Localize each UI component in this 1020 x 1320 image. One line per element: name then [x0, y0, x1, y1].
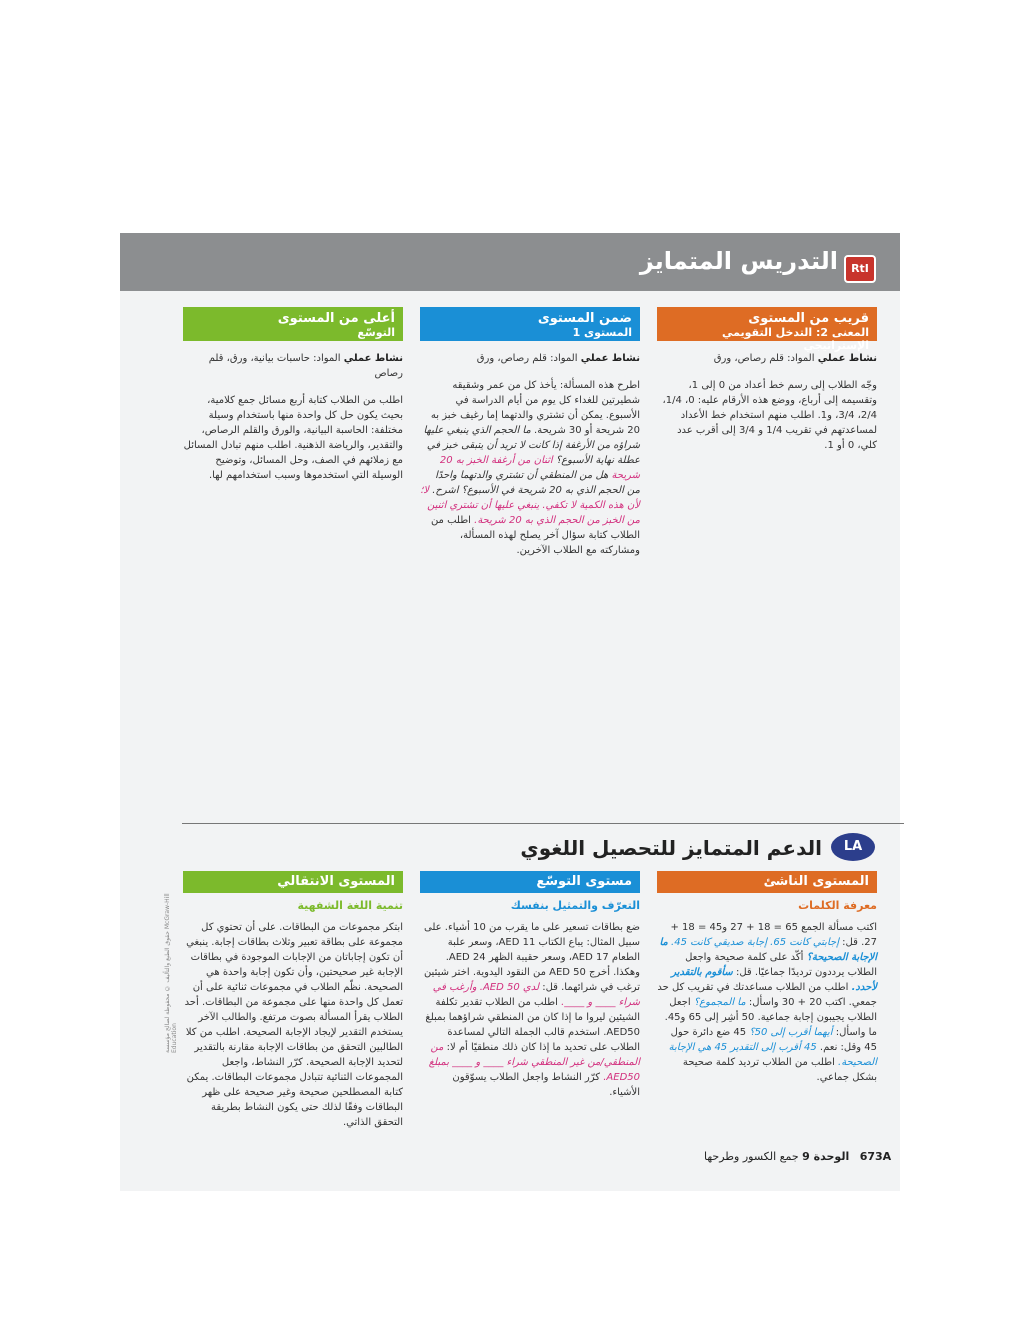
developing-quote-2: من المنطقي/من غير المنطقي شراء ____ و ____ بمبلغ AED50. [428, 1042, 640, 1083]
emerging-text-7: واسأل: [832, 1027, 866, 1038]
la-emerging-column [657, 871, 877, 1085]
emerging-title: المستوى الناشئ [763, 874, 869, 889]
emerging-text-9: اطلب من الطلاب ترديد كلمة صحيحة بشكل جماعي. [682, 1057, 877, 1083]
rti-beyond-column [183, 307, 403, 495]
beyond-header [183, 307, 403, 341]
emerging-subtitle: معرفة الكلمات [798, 899, 877, 912]
emerging-text-6: اجعل الطلاب يجيبون إجابة جماعية. 50 أشِر إلى 65 و45. ما [664, 997, 877, 1038]
developing-text-3: كرّر النشاط واجعل الطلاب يسوّقون الأشياء. [452, 1072, 640, 1098]
emerging-text-1: اكتب مسألة الجمع 65 = 18 + 27 و45 = 18 + 27. [670, 922, 877, 948]
developing-quote-1: لدي AED 50. وأرغب في شراء ____ و ____. [432, 982, 640, 1008]
beyond-activity-label: نشاط عملي [343, 353, 403, 364]
footer-unit: الوحدة 9 [802, 1150, 850, 1163]
la-section-title: الدعم المتمايز للتحصيل اللغوي [520, 836, 822, 860]
copyright-side-note: حقوق الطبع والتأليف © محفوظة لصالح مؤسسة McGraw-Hill Education [164, 893, 178, 1053]
emerging-text-4: قل: [732, 967, 752, 978]
emerging-quote-6: 45 أقرب إلى التقدير 45 هي الإجابة الصحيحة. [668, 1042, 877, 1068]
emerging-header [657, 871, 877, 893]
emerging-quote-5: أيهما أقرب إلى 50؟ [749, 1027, 833, 1038]
emerging-quote-3: سأقوم بالتقدير لأحدد. [671, 967, 877, 993]
on-question-2: هل من المنطقي أن تشتري والدتهما واحدًا من الحجم الذي به 20 شريحة في الأسبوع؟ اشرح. [432, 470, 640, 496]
on-answer-2: لا؛ لأن هذه الكمية لا تكفي. ينبغي عليها أن تشتري اثنين من الخبز من الحجم الذي به 20 شريحة. [420, 485, 640, 526]
approaching-title: قريب من المستوى [748, 311, 869, 326]
bridging-header [183, 871, 403, 893]
rti-badge: RtI [844, 255, 876, 283]
developing-subtitle: التعرّف والتمثيل بنفسك [510, 899, 640, 912]
la-bridging-column [183, 871, 403, 1130]
beyond-title: أعلى من المستوى [277, 311, 395, 326]
approaching-subtitle: المعنى 2: التدخل التقويمي الإستراتيجي [722, 326, 869, 352]
on-body-1: اطرح هذه المسألة: يأخذ كل من عمر وشقيقه شطيرتين للغداء كل يوم من أيام الدراسة في الأسبوع. يمكن أن تشتري والدتهما إما رغيف خبز به 20 شريحة أو 30 شريحة. [430, 380, 640, 436]
emerging-quote-2: ما الإجابة الصحيحة؟ [659, 937, 877, 963]
bridging-body: ابتكر مجموعات من البطاقات. على أن تحتوي كل مجموعة على بطاقة تعبير وثلاث بطاقات إجابة. ينبغي أن تكون إجاباتان من الإجابات الموجودة في بطاقات الإجابة غير صحيحتين، وأن تكون إجابة واحدة هي الصحيحة. نظّم الطلاب في مجموعات ثنائية على أن تعمل كل واحدة منها على مجموعة من البطاقات. أحد الطلاب يقرأ المسألة بصوت مرتفع. والطالب الآخر يستخدم التقدير لإيجاد الإجابة الصحيحة. اطلب من كلا الطالبين التحقق من بطاقات الإجابة مقارنة بالتقدير لتحديد الإجابة الصحيحة. كرّر النشاط، واجعل المجموعات الثنائية تتبادل مجموعات البطاقات. يمكن كتابة المصطلحين صحيحة وغير صحيحة على ظهر البطاقات وفقًا لذلك حتى يكون النشاط بطريقة التحقق الذاتي. [184, 922, 403, 1128]
footer-page-number: 673A [859, 1150, 892, 1163]
on-body-2: اطلب من الطلاب كتابة سؤال آخر يصلح لهذه المسألة، ومشاركته مع الطلاب الآخرين. [430, 515, 640, 556]
footer-unit-title: جمع الكسور وطرحها [704, 1150, 799, 1163]
on-activity-label: نشاط عملي [580, 353, 640, 364]
approaching-materials: المواد: قلم رصاص، ورق [713, 353, 815, 364]
emerging-text-2: قل: [838, 937, 858, 948]
rti-on-column [420, 307, 640, 558]
on-level-title: ضمن المستوى [537, 311, 632, 326]
page-footer [704, 1150, 891, 1163]
header-bar [120, 233, 900, 291]
on-materials: المواد: قلم رصاص، ورق [476, 353, 578, 364]
emerging-text-3: أكّد على كلمة صحيحة واجعل الطلاب يرددون ترديدًا جماعيًا. [685, 952, 877, 978]
developing-header [420, 871, 640, 893]
approaching-activity-label: نشاط عملي [817, 353, 877, 364]
beyond-subtitle: التوسّع [357, 326, 395, 339]
bridging-title: المستوى الانتقالي [277, 874, 395, 889]
beyond-materials: المواد: حاسبات بيانية، ورق، قلم رصاص [208, 353, 403, 379]
on-answer-1: اثنان من أرغفة الخبز به 20 شريحة [439, 455, 640, 481]
rti-approaching-column [657, 307, 877, 465]
developing-title: مستوى التوسّع [536, 874, 632, 889]
approaching-header [657, 307, 877, 352]
approaching-body: وجّه الطلاب إلى رسم خط أعداد من 0 إلى 1، وتقسيمه إلى أرباع، ووضع هذه الأرقام عليه: 0، 1/4، 2/4، 3/4، و1. اطلب منهم استخدام خط الأعداد لمساعدتهم في تقريب 1/4 و 3/4 إلى أقرب عدد كلي، 0 أو 1. [662, 380, 877, 451]
beyond-body: اطلب من الطلاب كتابة أربع مسائل جمع كلامية، بحيث يكون حل كل واحدة منها باستخدام وسيلة مختلفة: الحاسبة البيانية، والورق والقلم الرصاص، والتقدير، والرياضة الذهنية. اطلب منهم تبادل المسائل مع زملائهم في الصف، وحل المسائل، وتوضيح الوسيلة التي استخدموها وسبب استخدامهم لها. [183, 395, 403, 481]
section-divider [182, 823, 904, 824]
bridging-subtitle: تنمية اللغة الشفهية [297, 899, 403, 912]
page-title: التدريس المتمايز [639, 247, 838, 275]
la-badge: LA [831, 833, 875, 861]
emerging-text-5: اطلب من الطلاب مساعدتك في تقريب كل حد جمعي. اكتب 20 + 30 واسأل: [657, 982, 877, 1008]
emerging-quote-4: ما المجموع؟ [693, 997, 746, 1008]
developing-text-1: ضع بطاقات تسعير على ما يقرب من 10 أشياء. على سبيل المثال: يباع الكتاب AED 11، وسعر علبة الطعام AED 17، وسعر حقيبة الظهر AED 24. وهكذا. أخرج AED 50 من النقود اليدوية. اختر شيئين ترغب في شرائهما. قل: [423, 922, 640, 993]
page [120, 233, 900, 1191]
on-level-subtitle: المستوى 1 [572, 326, 632, 339]
developing-text-2: اطلب من الطلاب تقدير تكلفة الشيئين ليروا ما إذا كان من المنطقي شراؤهما بمبلغ AED50. استخدم قالب الجملة التالي لمساعدة الطلاب على تحديد ما إذا كان ذلك منطقيًا أم لا: [425, 997, 640, 1053]
emerging-text-8: 45 ضع دائرة حول 45 وقل: نعم. [670, 1027, 877, 1053]
la-developing-column [420, 871, 640, 1100]
on-level-header [420, 307, 640, 341]
on-question-1: ما الحجم الذي ينبغي عليها شراؤه من الأرغفة إذا كانت لا تريد أن يتبقى خبز في عطلة نهاية الأسبوع؟ [423, 425, 640, 466]
emerging-quote-1: إجابتي كانت 65. إجابة صديقي كانت 45. [671, 937, 839, 948]
